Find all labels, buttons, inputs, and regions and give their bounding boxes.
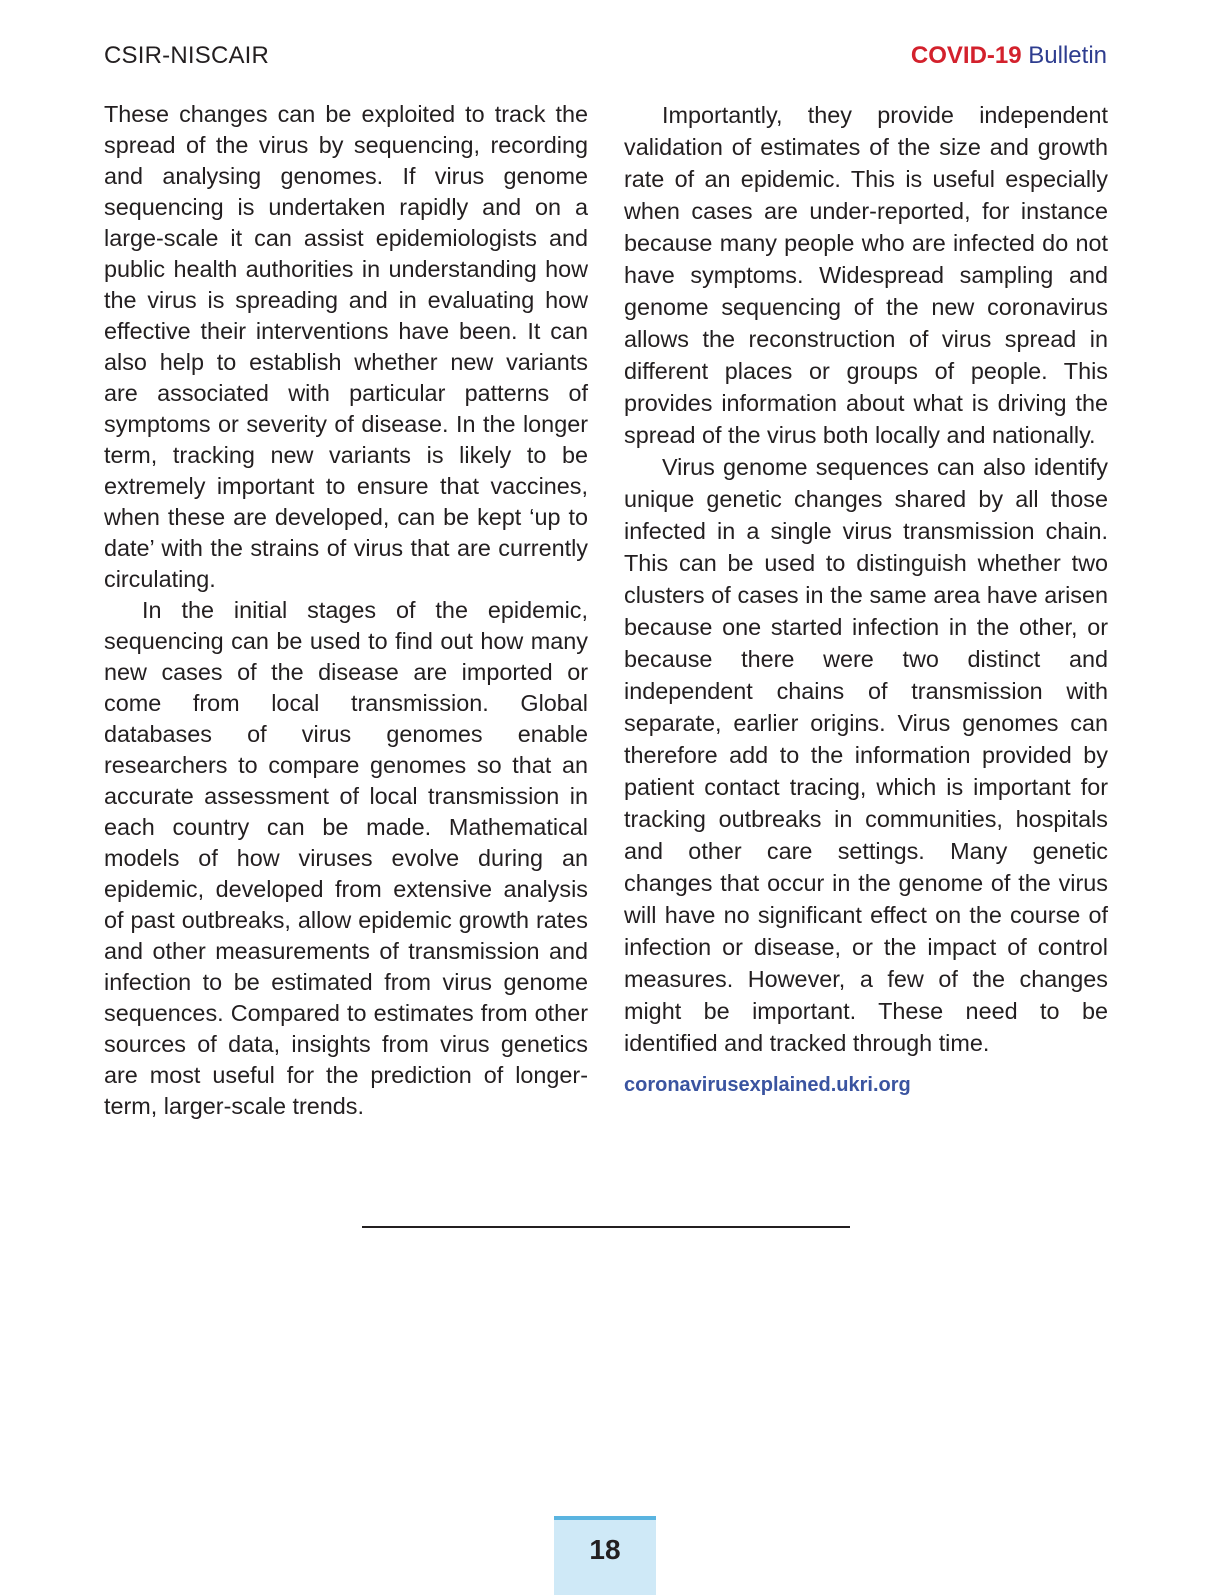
page-number-tab xyxy=(554,1516,656,1595)
publisher-name: CSIR-NISCAIR xyxy=(104,42,270,69)
section-divider xyxy=(362,1226,850,1228)
left-column xyxy=(104,99,588,1122)
bulletin-suffix: Bulletin xyxy=(1028,42,1107,69)
page-number: 18 xyxy=(589,1534,621,1565)
paragraph: Importantly, they provide independent validation of estimates of the size and growth rate of an epidemic. This is useful especially when cases are under-reported, for instance because many people who are infected do not have symptoms. Widespread sampling and genome sequencing of the new coronavirus allows the reconstruction of virus spread in different places or groups of people. This provides information about what is driving the spread of the virus both locally and nationally. xyxy=(624,102,1108,448)
bulletin-brand: COVID-19 xyxy=(910,42,1022,69)
source-link[interactable]: coronavirusexplained.ukri.org xyxy=(624,1074,911,1096)
right-column xyxy=(624,99,1108,1101)
bulletin-title xyxy=(911,42,1107,70)
paragraph: In the initial stages of the epidemic, sequencing can be used to find out how many new cases of the disease are imported or come from local transmission. Global databases of virus genomes enable researchers to compare genomes so that an accurate assessment of local transmission in each country can be made. Mathematical models of how viruses evolve during an epidemic, developed from extensive analysis of past outbreaks, allow epidemic growth rates and other measurements of transmission and infection to be estimated from virus genome sequences. Compared to estimates from other sources of data, insights from virus genetics are most useful for the prediction of longer-term, larger-scale trends. xyxy=(104,597,588,1119)
paragraph: These changes can be exploited to track the spread of the virus by sequencing, recording and analysing genomes. If virus genome sequencing is undertaken rapidly and on a large-scale it can assist epidemiologists and public health authorities in understanding how the virus is spreading and in evaluating how effective their interventions have been. It can also help to establish whether new variants are associated with particular patterns of symptoms or severity of disease. In the longer term, tracking new variants is likely to be extremely important to ensure that vaccines, when these are developed, can be kept ‘up to date’ with the strains of virus that are currently circulating. xyxy=(104,101,588,592)
paragraph: Virus genome sequences can also identify unique genetic changes shared by all those infected in a single virus transmission chain. This can be used to distinguish whether two clusters of cases in the same area have arisen because one started infection in the other, or because there were two distinct and independent chains of transmission with separate, earlier origins. Virus genomes can therefore add to the information provided by patient contact tracing, which is important for tracking outbreaks in communities, hospitals and other care settings. Many genetic changes that occur in the genome of the virus will have no significant effect on the course of infection or disease, or the impact of control measures. However, a few of the changes might be important. These need to be identified and tracked through time. xyxy=(624,454,1108,1056)
